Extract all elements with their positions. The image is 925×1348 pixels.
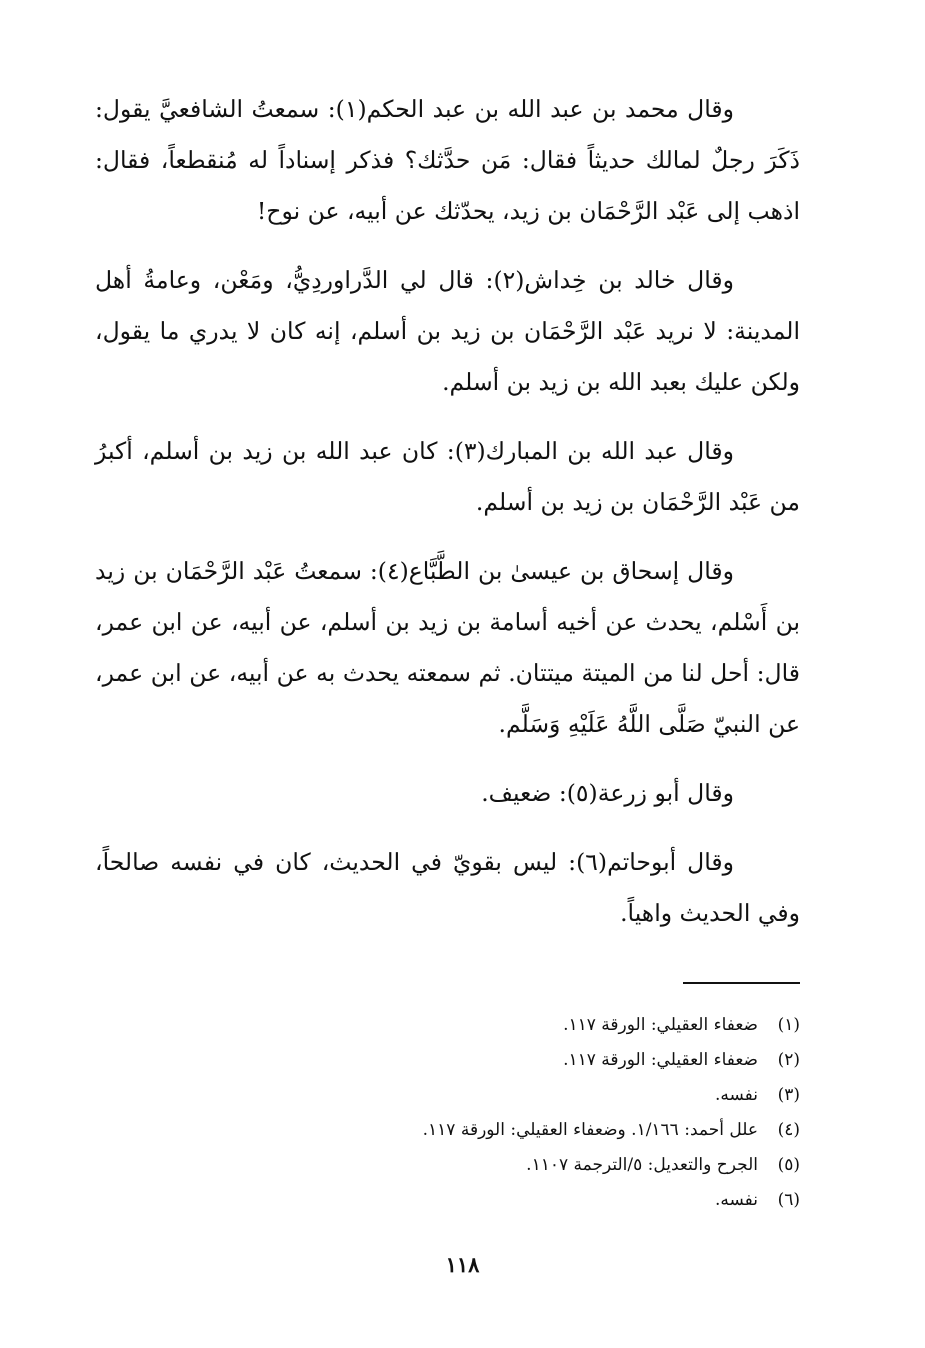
footnote-number: (١) xyxy=(777,1015,800,1035)
paragraph: وقال أبوحاتم(٦): ليس بقويّ في الحديث، كان في نفسه صالحاً، وفي الحديث واهياً. xyxy=(95,848,800,927)
paragraph: وقال إسحاق بن عيسىٰ بن الطَّبَّاع(٤): سمعتُ عَبْد الرَّحْمَان بن زيد بن أَسْلم، يحدث عن أخيه أسامة بن زيد بن أسلم، عن أبيه، عن ابن عمر، قال: أحل لنا من الميتة ميتتان. ثم سمعته يحدث به عن أبيه، عن ابن عمر، عن النبيّ صَلَّى اللَّهُ عَلَيْهِ وَسَلَّم. xyxy=(95,557,800,738)
paragraph: وقال محمد بن عبد الله بن عبد الحكم(١): سمعتُ الشافعيَّ يقول: ذَكَرَ رجلٌ لمالك حديثاً فقال: مَن حدَّثك؟ فذكر إسناداً له مُنقطعاً، فقال: اذهب إلى عَبْد الرَّحْمَان بن زيد، يحدّثك عن أبيه، عن نوح! xyxy=(95,95,800,225)
footnote-text: الجرح والتعديل: ٥/الترجمة ١١٠٧. xyxy=(526,1155,758,1175)
footnote xyxy=(240,1183,800,1218)
paragraph: وقال عبد الله بن المبارك(٣): كان عبد الله بن زيد بن أسلم، أكبرُ من عَبْد الرَّحْمَان بن زيد بن أسلم. xyxy=(95,437,800,516)
footnote xyxy=(240,1113,800,1148)
footnote-number: (٢) xyxy=(777,1050,800,1070)
footnote-text: نفسه. xyxy=(714,1085,758,1105)
footnote xyxy=(240,1008,800,1043)
footnote-text: علل أحمد: ١/١٦٦. وضعفاء العقيلي: الورقة ١١٧. xyxy=(422,1120,758,1140)
main-text xyxy=(95,84,800,939)
footnote xyxy=(240,1078,800,1113)
footnote-number: (٦) xyxy=(777,1190,800,1210)
footnotes xyxy=(240,1008,800,1218)
footnote-divider xyxy=(683,982,800,984)
footnote-number: (٣) xyxy=(777,1085,800,1105)
footnote-number: (٤) xyxy=(777,1120,800,1140)
footnote xyxy=(240,1043,800,1078)
footnote-number: (٥) xyxy=(777,1155,800,1175)
footnote-text: ضعفاء العقيلي: الورقة ١١٧. xyxy=(563,1015,758,1035)
page-number: ١١٨ xyxy=(445,1252,480,1277)
paragraph: وقال أبو زرعة(٥): ضعيف. xyxy=(481,779,734,807)
footnote-text: ضعفاء العقيلي: الورقة ١١٧. xyxy=(563,1050,758,1070)
footnote xyxy=(240,1148,800,1183)
paragraph: وقال خالد بن خِداش(٢): قال لي الدَّراوردِيُّ، ومَعْن، وعامةُ أهل المدينة: لا نريد عَبْد الرَّحْمَان بن زيد بن أسلم، إنه كان لا يدري ما يقول، ولكن عليك بعبد الله بن زيد بن أسلم. xyxy=(95,266,800,396)
footnote-text: نفسه. xyxy=(714,1190,758,1210)
